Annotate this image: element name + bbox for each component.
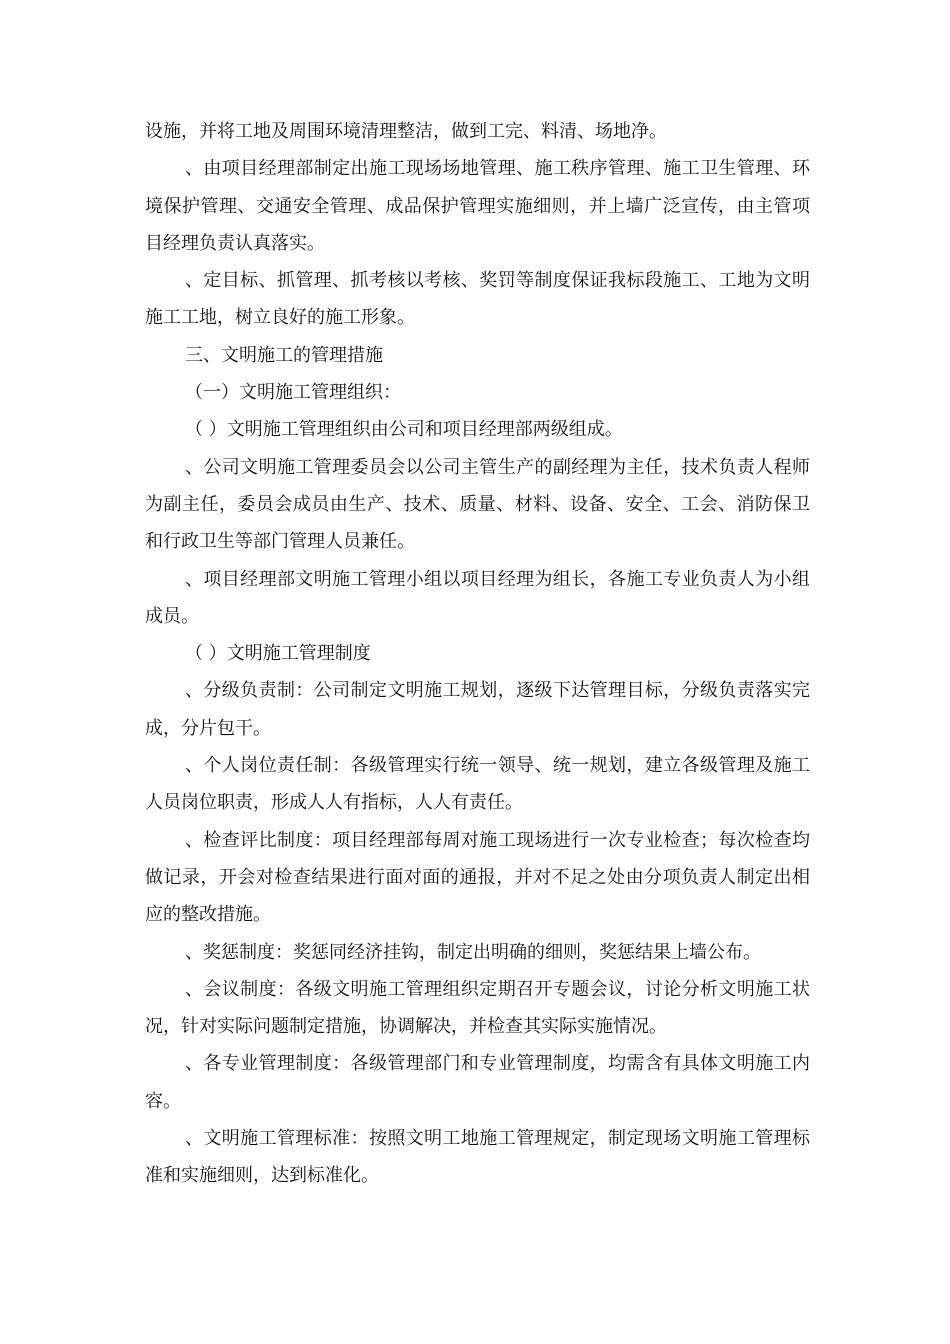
paragraph-item-rewards: 、奖惩制度：奖惩同经济挂钩，制定出明确的细则，奖惩结果上墙公布。: [185, 941, 761, 963]
paragraph-item-standards: 、文明施工管理标准：按照文明工地施工管理规定，制定现场文明施工管理标准和实施细则，达到标准化。: [145, 1128, 810, 1187]
paragraph-item-meetings: 、会议制度：各级文明施工管理组织定期召开专题会议，讨论分析文明施工状况，针对实际问题制定措施，协调解决，并检查其实际实施情况。: [145, 978, 810, 1038]
subsection-heading-organization: （一）文明施工管理组织：: [185, 382, 401, 404]
paragraph-item-company-committee: 、公司文明施工管理委员会以公司主管生产的副经理为主任，技术负责人程师为副主任，委员会成员由生产、技术、质量、材料、设备、安全、工会、消防保卫和行政卫生等部门管理人员兼任。: [145, 456, 810, 553]
paragraph-item-post-responsibility: 、个人岗位责任制：各级管理实行统一领导、统一规划，建立各级管理及施工人员岗位职责，形成人人有指标，人人有责任。: [145, 755, 810, 814]
document-body: [145, 113, 810, 1195]
paragraph-item-professional-systems: 、各专业管理制度：各级管理部门和专业管理制度，均需含有具体文明施工内容。: [145, 1053, 810, 1112]
paragraph-continuation: 设施，并将工地及周围环境清理整洁，做到工完、料清、场地净。: [145, 121, 667, 142]
paragraph-item-targets: 、定目标、抓管理、抓考核以考核、奖罚等制度保证我标段施工、工地为文明施工工地，树立良好的施工形象。: [145, 270, 810, 329]
paragraph-item-inspection: 、检查评比制度：项目经理部每周对施工现场进行一次专业检查；每次检查均做记录，开会对检查结果进行面对面的通报，并对不足之处由分项负责人制定出相应的整改措施。: [145, 829, 810, 926]
section-heading-measures: 三、文明施工的管理措施: [185, 344, 383, 366]
paragraph-item-site-management: 、由项目经理部制定出施工现场场地管理、施工秩序管理、施工卫生管理、环境保护管理、交通安全管理、成品保护管理实施细则，并上墙广泛宣传，由主管项目经理负责认真落实。: [145, 158, 810, 254]
paragraph-item-project-team: 、项目经理部文明施工管理小组以项目经理为组长，各施工专业负责人为小组成员。: [145, 568, 810, 627]
paragraph-organization-levels: （ ）文明施工管理组织由公司和项目经理部两级组成。: [185, 419, 623, 441]
subsection-heading-system: （ ）文明施工管理制度: [185, 643, 371, 665]
paragraph-item-graded-responsibility: 、分级负责制：公司制定文明施工规划，逐级下达管理目标，分级负责落实完成，分片包干。: [145, 680, 810, 739]
